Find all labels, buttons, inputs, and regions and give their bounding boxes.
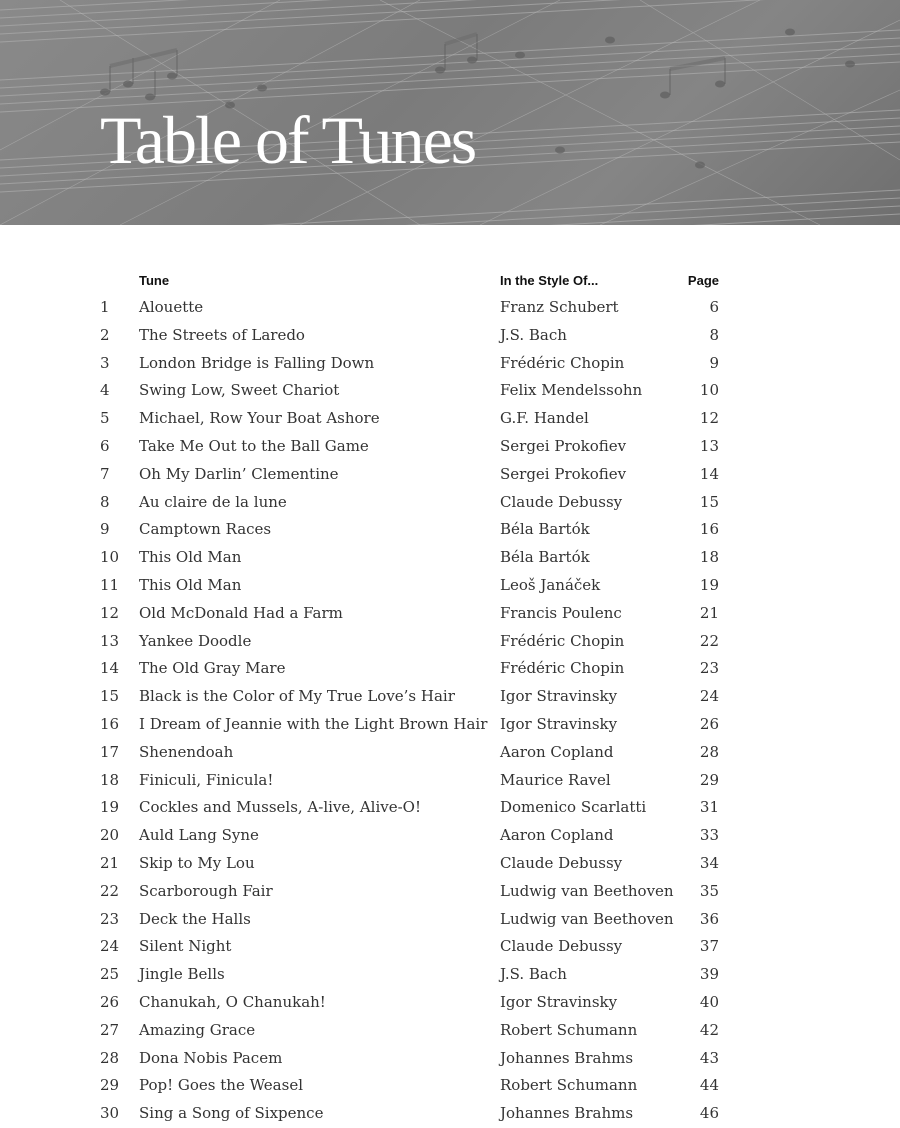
style-column-header: In the Style Of...: [500, 273, 599, 288]
row-number: 5: [100, 409, 110, 428]
tune-title: Shenendoah: [139, 742, 234, 761]
composer-style: J.S. Bach: [500, 965, 567, 984]
page-number: 12: [699, 409, 719, 428]
page-title: Table of Tunes: [100, 102, 476, 178]
page-number: 31: [699, 798, 719, 817]
tune-title: Camptown Races: [139, 520, 272, 539]
page-number: 18: [699, 548, 719, 567]
row-number: 10: [100, 548, 120, 567]
table-row: [0, 739, 900, 767]
composer-style: Claude Debussy: [500, 937, 623, 956]
row-number: 19: [100, 798, 120, 817]
tune-title: Oh My Darlin’ Clementine: [139, 464, 339, 483]
table-row: [0, 628, 900, 656]
composer-style: Frédéric Chopin: [500, 353, 625, 372]
row-number: 17: [100, 742, 120, 761]
table-row: [0, 822, 900, 850]
composer-style: Sergei Prokofiev: [500, 436, 627, 455]
tune-title: Yankee Doodle: [139, 631, 252, 650]
tune-title: Dona Nobis Pacem: [139, 1048, 283, 1067]
composer-style: Francis Poulenc: [500, 603, 622, 622]
page-number: 46: [699, 1104, 719, 1123]
table-row: [0, 461, 900, 489]
composer-style: Ludwig van Beethoven: [500, 881, 674, 900]
row-number: 26: [100, 992, 120, 1011]
composer-style: Frédéric Chopin: [500, 631, 625, 650]
table-row: [0, 989, 900, 1017]
tune-title: Alouette: [139, 298, 204, 316]
tune-title: Amazing Grace: [139, 1020, 256, 1039]
row-number: 23: [100, 909, 120, 928]
row-number: 15: [100, 687, 120, 706]
page-number: 39: [699, 965, 719, 984]
tune-title: London Bridge is Falling Down: [139, 353, 375, 372]
tune-title: Silent Night: [139, 937, 232, 956]
tune-title: Old McDonald Had a Farm: [139, 603, 343, 622]
composer-style: Johannes Brahms: [500, 1104, 634, 1123]
page-number: 16: [699, 520, 719, 539]
composer-style: Felix Mendelssohn: [500, 381, 643, 400]
tune-title: Swing Low, Sweet Chariot: [139, 381, 340, 400]
row-number: 12: [100, 603, 120, 622]
row-number: 9: [100, 520, 110, 539]
tune-title: Finiculi, Finicula!: [139, 770, 274, 789]
composer-style: Aaron Copland: [500, 826, 614, 845]
tune-title: The Old Gray Mare: [139, 659, 286, 678]
page-number: 37: [699, 937, 719, 956]
row-number: 13: [100, 631, 120, 650]
tune-title: Auld Lang Syne: [139, 826, 259, 845]
table-row: [0, 600, 900, 628]
composer-style: Béla Bartók: [500, 548, 590, 567]
table-row: [0, 711, 900, 739]
row-number: 21: [100, 853, 120, 872]
table-row: [0, 1100, 900, 1128]
table-row: [0, 489, 900, 517]
page-number: 19: [699, 575, 719, 594]
table-row: [0, 655, 900, 683]
table-row: [0, 516, 900, 544]
page-number: 35: [699, 881, 719, 900]
table-row: [0, 961, 900, 989]
row-number: 30: [100, 1104, 120, 1123]
tune-title: Skip to My Lou: [139, 853, 255, 872]
page-number: 24: [699, 687, 719, 706]
composer-style: Johannes Brahms: [500, 1048, 634, 1067]
table-row: [0, 1017, 900, 1045]
row-number: 4: [100, 381, 110, 400]
page-number: 9: [709, 353, 719, 372]
composer-style: Franz Schubert: [500, 298, 619, 316]
composer-style: Maurice Ravel: [500, 770, 611, 789]
composer-style: Leoš Janáček: [500, 575, 601, 594]
page-number: 42: [699, 1020, 719, 1039]
page-number: 23: [699, 659, 719, 678]
row-number: 1: [100, 298, 110, 316]
row-number: 28: [100, 1048, 120, 1067]
table-row: [0, 1072, 900, 1100]
page-number: 43: [699, 1048, 719, 1067]
header-banner: [0, 0, 900, 225]
composer-style: Robert Schumann: [500, 1076, 638, 1095]
page-number: 29: [699, 770, 719, 789]
table-row: [0, 405, 900, 433]
page-number: 36: [699, 909, 719, 928]
composer-style: Domenico Scarlatti: [500, 798, 647, 817]
table-row: [0, 878, 900, 906]
table-row: [0, 933, 900, 961]
composer-style: Claude Debussy: [500, 492, 623, 511]
table-row: [0, 794, 900, 822]
tunes-list: [0, 294, 900, 1128]
tune-title: Pop! Goes the Weasel: [139, 1076, 303, 1095]
page-number: 6: [709, 298, 719, 316]
row-number: 2: [100, 325, 110, 344]
tune-title: Cockles and Mussels, A-live, Alive-O!: [139, 798, 421, 817]
composer-style: Igor Stravinsky: [500, 992, 618, 1011]
table-row: [0, 767, 900, 795]
composer-style: Claude Debussy: [500, 853, 623, 872]
row-number: 25: [100, 965, 120, 984]
tune-title: Michael, Row Your Boat Ashore: [139, 409, 380, 428]
tune-title: The Streets of Laredo: [139, 325, 305, 344]
table-row: [0, 1045, 900, 1073]
row-number: 24: [100, 937, 120, 956]
composer-style: J.S. Bach: [500, 325, 567, 344]
table-row: [0, 572, 900, 600]
tune-title: Au claire de la lune: [139, 492, 287, 511]
tune-title: Jingle Bells: [139, 965, 225, 984]
page-number: 21: [699, 603, 719, 622]
tune-title: I Dream of Jeannie with the Light Brown Hair: [139, 714, 488, 733]
table-row: [0, 350, 900, 378]
page-number: 40: [699, 992, 719, 1011]
row-number: 6: [100, 436, 110, 455]
row-number: 18: [100, 770, 120, 789]
tune-title: Take Me Out to the Ball Game: [139, 436, 369, 455]
table-row: [0, 294, 900, 322]
row-number: 20: [100, 826, 120, 845]
tune-title: Chanukah, O Chanukah!: [139, 992, 326, 1011]
composer-style: Robert Schumann: [500, 1020, 638, 1039]
tune-column-header: Tune: [139, 273, 170, 288]
page-number: 26: [699, 714, 719, 733]
composer-style: Béla Bartók: [500, 520, 590, 539]
composer-style: G.F. Handel: [500, 409, 589, 428]
table-row: [0, 377, 900, 405]
page-number: 44: [699, 1076, 719, 1095]
tune-title: Scarborough Fair: [139, 881, 273, 900]
composer-style: Aaron Copland: [500, 742, 614, 761]
tune-title: This Old Man: [139, 575, 242, 594]
row-number: 22: [100, 881, 120, 900]
tune-title: This Old Man: [139, 548, 242, 567]
column-headers: [0, 273, 900, 291]
page-number: 22: [699, 631, 719, 650]
page-number: 34: [699, 853, 719, 872]
tune-title: Sing a Song of Sixpence: [139, 1104, 324, 1123]
page-number: 13: [699, 436, 719, 455]
page-number: 10: [699, 381, 719, 400]
table-row: [0, 850, 900, 878]
table-row: [0, 544, 900, 572]
page-number: 14: [699, 464, 719, 483]
table-row: [0, 906, 900, 934]
row-number: 11: [100, 575, 120, 594]
row-number: 14: [100, 659, 120, 678]
row-number: 3: [100, 353, 110, 372]
composer-style: Frédéric Chopin: [500, 659, 625, 678]
row-number: 7: [100, 464, 110, 483]
table-row: [0, 433, 900, 461]
composer-style: Sergei Prokofiev: [500, 464, 627, 483]
row-number: 27: [100, 1020, 120, 1039]
page-number: 15: [699, 492, 719, 511]
page-column-header: Page: [687, 273, 719, 288]
page-number: 8: [709, 325, 719, 344]
composer-style: Igor Stravinsky: [500, 687, 618, 706]
tune-title: Deck the Halls: [139, 909, 251, 928]
table-row: [0, 322, 900, 350]
composer-style: Ludwig van Beethoven: [500, 909, 674, 928]
row-number: 8: [100, 492, 110, 511]
tune-title: Black is the Color of My True Love’s Hair: [139, 687, 455, 706]
composer-style: Igor Stravinsky: [500, 714, 618, 733]
page-number: 33: [699, 826, 719, 845]
row-number: 29: [100, 1076, 120, 1095]
page-number: 28: [699, 742, 719, 761]
row-number: 16: [100, 714, 120, 733]
table-row: [0, 683, 900, 711]
